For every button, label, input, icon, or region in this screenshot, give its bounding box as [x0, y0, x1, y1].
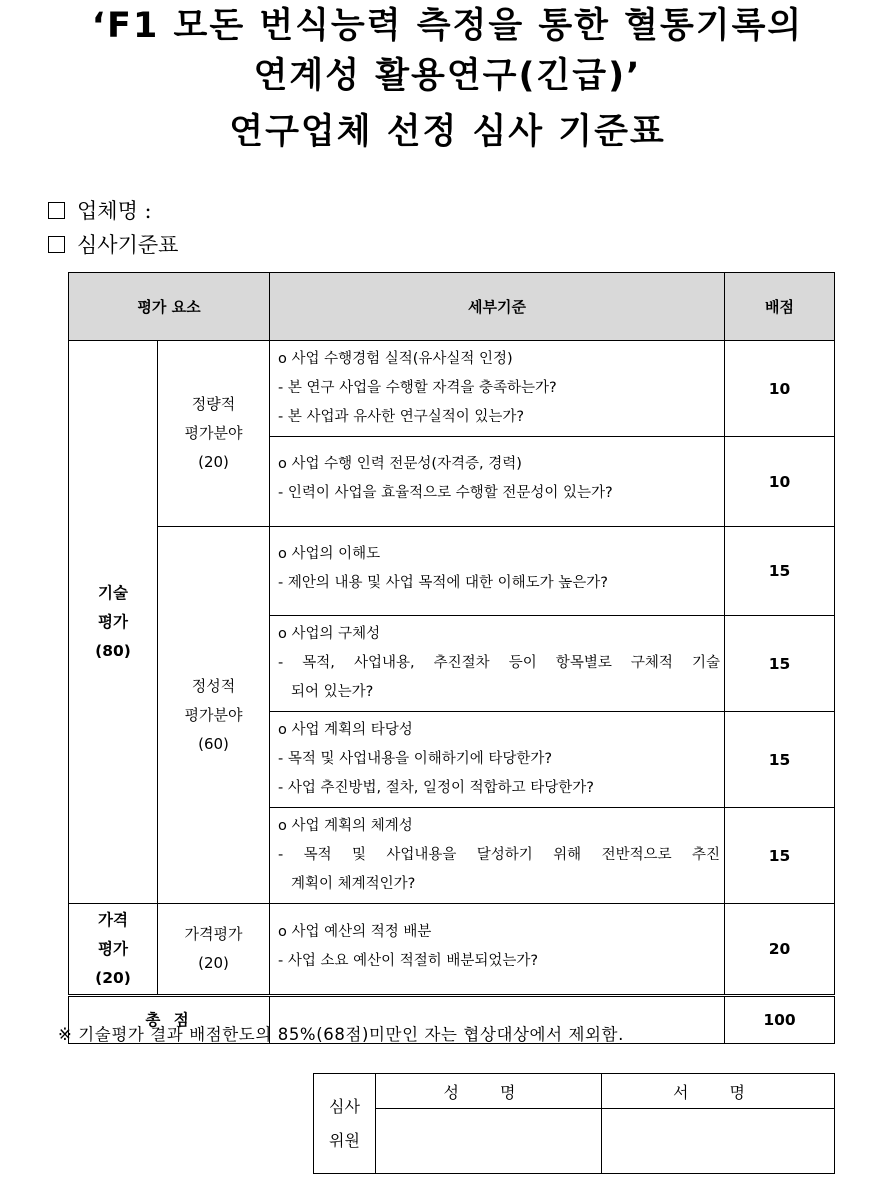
total-score: 100 — [725, 996, 835, 1044]
criteria-cell — [270, 808, 725, 904]
checkbox-square-icon — [48, 236, 65, 253]
table-row — [69, 904, 835, 996]
criteria-line: 되어 있는가? — [291, 684, 374, 700]
name-header: 성 명 — [376, 1074, 602, 1109]
criteria-line: - 본 연구 사업을 수행할 자격을 충족하는가? — [278, 380, 557, 396]
criteria-cell — [270, 527, 725, 616]
score-cell: 15 — [725, 808, 835, 904]
tech-eval-points: (80) — [95, 641, 131, 660]
total-label: 총 점 — [69, 996, 270, 1044]
qual-points: (60) — [198, 734, 229, 753]
criteria-line: - 목적 및 사업내용을 이해하기에 타당한가? — [278, 751, 553, 767]
price-sub-label: 가격평가 — [184, 925, 243, 943]
reviewer-label — [314, 1074, 376, 1174]
criteria-line: o 사업 계획의 타당성 — [278, 722, 413, 738]
evaluation-criteria-table — [68, 272, 835, 1044]
quant-eval-cell — [158, 341, 270, 527]
criteria-line: 계획이 체계적인가? — [291, 876, 416, 892]
header-score: 배점 — [725, 273, 835, 341]
tech-eval-cell — [69, 341, 158, 904]
quant-label1: 정량적 — [191, 395, 236, 413]
tech-eval-label2: 평가 — [98, 612, 128, 631]
signature-field[interactable] — [602, 1109, 835, 1174]
criteria-line: o 사업의 구체성 — [278, 626, 381, 642]
criteria-cell — [270, 712, 725, 808]
criteria-line: o 사업 수행 인력 전문성(자격증, 경력) — [278, 456, 522, 472]
quant-points: (20) — [198, 453, 229, 471]
doc-title-line2: 연계성 활용연구(긴급)’ — [253, 56, 642, 96]
criteria-label: 심사기준표 — [77, 233, 179, 257]
table-header-row — [69, 273, 835, 341]
qual-eval-cell — [158, 527, 270, 904]
price-sub-points: (20) — [198, 954, 229, 972]
criteria-line: - 목적, 사업내용, 추진절차 등이 항목별로 구체적 기술 — [278, 655, 720, 671]
reviewer-label-line1: 심사 — [329, 1096, 360, 1116]
score-cell: 10 — [725, 341, 835, 437]
criteria-cell — [270, 904, 725, 996]
criteria-cell — [270, 616, 725, 712]
criteria-line: - 목적 및 사업내용을 달성하기 위해 전반적으로 추진 — [278, 847, 720, 863]
name-field[interactable] — [376, 1109, 602, 1174]
table-row — [69, 341, 835, 437]
price-eval-label2: 평가 — [98, 939, 128, 958]
tech-eval-label1: 기술 — [98, 583, 128, 602]
criteria-line: - 인력이 사업을 효율적으로 수행할 전문성이 있는가? — [278, 485, 613, 501]
header-element: 평가 요소 — [69, 273, 270, 341]
table-row — [69, 527, 835, 616]
price-eval-points: (20) — [95, 968, 131, 987]
score-cell: 20 — [725, 904, 835, 996]
criteria-line: - 사업 소요 예산이 적절히 배분되었는가? — [278, 953, 539, 969]
qual-label1: 정성적 — [191, 676, 236, 695]
price-sub-cell — [158, 904, 270, 996]
score-cell: 15 — [725, 712, 835, 808]
reviewer-sign-table — [313, 1073, 835, 1174]
score-cell: 15 — [725, 616, 835, 712]
price-eval-label1: 가격 — [98, 910, 128, 929]
score-cell: 10 — [725, 437, 835, 527]
criteria-cell — [270, 437, 725, 527]
criteria-line: o 사업 예산의 적정 배분 — [278, 924, 432, 940]
criteria-line: o 사업 수행경험 실적(유사실적 인정) — [278, 351, 513, 367]
criteria-cell — [270, 341, 725, 437]
criteria-line: - 사업 추진방법, 절차, 일정이 적합하고 타당한가? — [278, 780, 594, 796]
criteria-section — [48, 231, 178, 259]
price-eval-cell — [69, 904, 158, 996]
doc-title-line3: 연구업체 선정 심사 기준표 — [229, 112, 666, 152]
company-name-section — [48, 197, 152, 225]
score-cell: 15 — [725, 527, 835, 616]
exclusion-note: ※ 기술평가 결과 배점한도의 85%(68점)미만인 자는 협상대상에서 제외함. — [58, 1025, 624, 1044]
criteria-line: - 본 사업과 유사한 연구실적이 있는가? — [278, 409, 525, 425]
quant-label2: 평가분야 — [184, 424, 243, 442]
criteria-line: o 사업 계획의 체계성 — [278, 818, 413, 834]
reviewer-label-line2: 위원 — [329, 1130, 360, 1150]
criteria-line: o 사업의 이해도 — [278, 546, 381, 562]
header-criteria: 세부기준 — [270, 273, 725, 341]
signature-header: 서 명 — [602, 1074, 835, 1109]
criteria-line: - 제안의 내용 및 사업 목적에 대한 이해도가 높은가? — [278, 575, 608, 591]
company-name-label: 업체명 : — [77, 199, 152, 223]
qual-label2: 평가분야 — [184, 705, 243, 724]
checkbox-square-icon — [48, 202, 65, 219]
doc-title-line1: ‘F1 모돈 번식능력 측정을 통한 혈통기록의 — [91, 6, 804, 46]
